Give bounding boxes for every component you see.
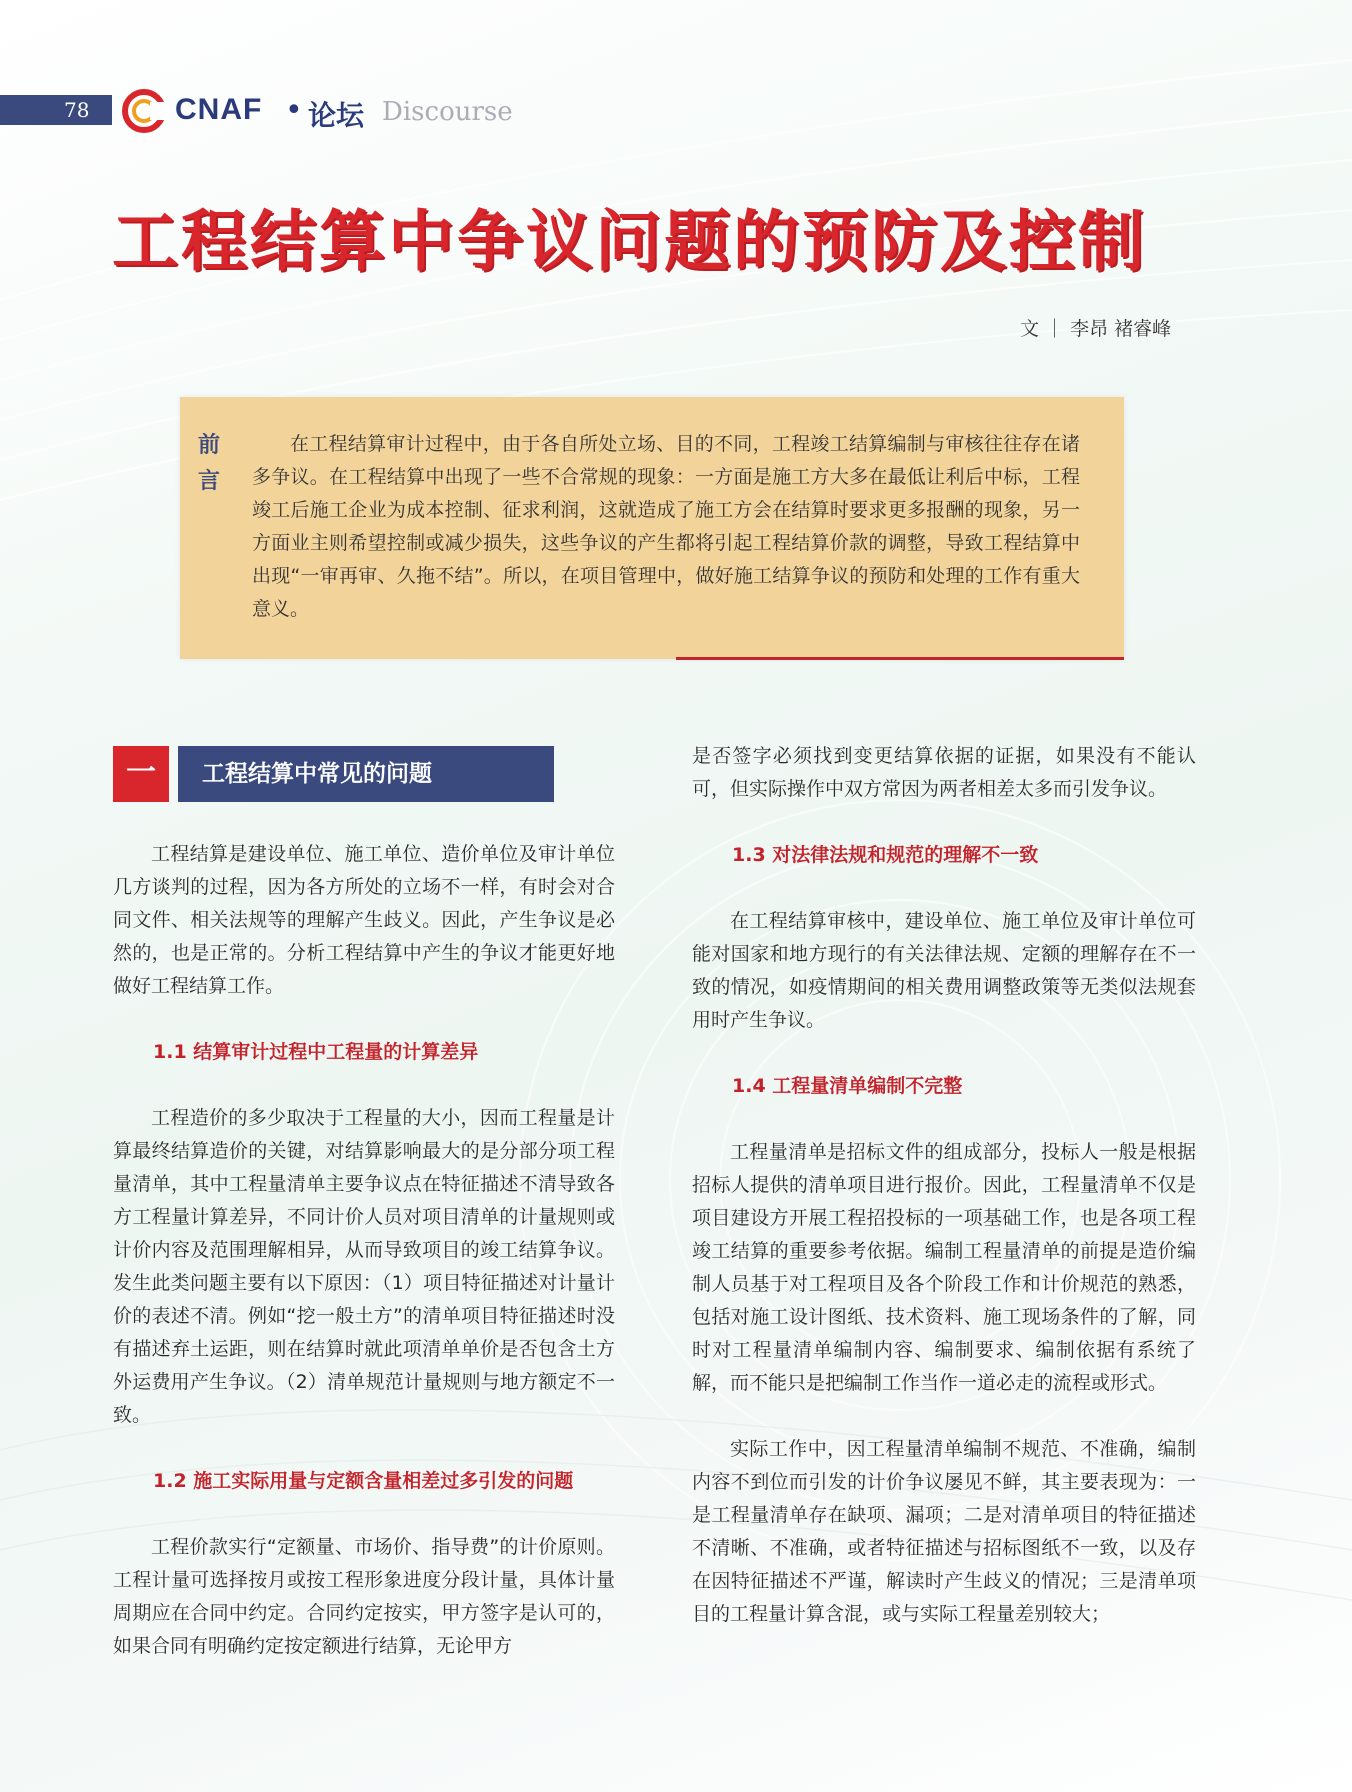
paragraph-1-3: 在工程结算审核中，建设单位、施工单位及审计单位可能对国家和地方现行的有关法律法规、定额的理解存在不一致的情况，如疫情期间的相关费用调整政策等无类似法规套用时产生争议。 <box>692 910 1196 1031</box>
section-heading: 工程结算中常见的问题 <box>178 746 554 802</box>
section-intro: 工程结算是建设单位、施工单位、造价单位及审计单位几方谈判的过程，因为各方所处的立场不一样，有时会对合同文件、相关法规等的理解产生歧义。因此，产生争议是必然的，也是正常的。分析工程结算中产生的争议才能更好地做好工程结算工作。 <box>113 843 615 997</box>
paragraph-1-2: 工程价款实行“定额量、市场价、指导费”的计价原则。工程计量可选择按月或按工程形象进度分段计量，具体计量周期应在合同中约定。合同约定按实，甲方签字是认可的，如果合同有明确约定按定额进行结算，无论甲方 <box>113 1536 615 1657</box>
right-column <box>692 740 1196 1631</box>
preface-label: 前言 <box>198 433 221 494</box>
cnaf-logo-icon <box>122 88 170 134</box>
paragraph-1-1: 工程造价的多少取决于工程量的大小，因而工程量是计算最终结算造价的关键，对结算影响最大的是分部分项工程量清单，其中工程量清单主要争议点在特征描述不清导致各方工程量计算差异，不同计价人员对项目清单的计量规则或计价内容及范围理解相异，从而导致项目的竣工结算争议。发生此类问题主要有以下原因：（1）项目特征描述对计量计价的表述不清。例如“挖一般土方”的清单项目特征描述时没有描述弃土运距，则在结算时就此项清单单价是否包含土方外运费用产生争议。（2）清单规范计量规则与地方额定不一致。 <box>113 1107 615 1426</box>
paragraph-1-2-continued: 是否签字必须找到变更结算依据的证据，如果没有不能认可，但实际操作中双方常因为两者相差太多而引发争议。 <box>692 745 1196 800</box>
section-number: 一 <box>113 746 169 802</box>
brand-name: CNAF <box>175 93 263 126</box>
subheading-1-1: 1.1 结算审计过程中工程量的计算差异 <box>153 1041 479 1063</box>
section-name-en: Discourse <box>382 97 513 127</box>
subheading-1-2: 1.2 施工实际用量与定额含量相差过多引发的问题 <box>153 1470 574 1492</box>
left-column <box>113 838 615 1663</box>
section-name-cn: 论坛 <box>308 99 365 132</box>
subheading-1-3: 1.3 对法律法规和规范的理解不一致 <box>732 844 1039 866</box>
paragraph-1-4-second: 实际工作中，因工程量清单编制不规范、不准确，编制内容不到位而引发的计价争议屡见不鲜，其主要表现为：一是工程量清单存在缺项、漏项；二是对清单项目的特征描述不清晰、不准确，或者特征描述与招标图纸不一致，以及存在因特征描述不严谨，解读时产生歧义的情况；三是清单项目的工程量计算含混，或与实际工程量差别较大； <box>692 1438 1196 1625</box>
preface-accent-line <box>676 657 1124 660</box>
subheading-1-4: 1.4 工程量清单编制不完整 <box>732 1075 963 1097</box>
brand-separator: • <box>285 93 303 128</box>
article-byline: 文 ｜ 李昂 褚睿峰 <box>1020 318 1172 340</box>
preface-text: 在工程结算审计过程中，由于各自所处立场、目的不同，工程竣工结算编制与审核往往存在诸多争议。在工程结算中出现了一些不合常规的现象：一方面是施工方大多在最低让利后中标，工程竣工后施工企业为成本控制、征求利润，这就造成了施工方会在结算时要求更多报酬的现象，另一方面业主则希望控制或减少损失，这些争议的产生都将引起工程结算价款的调整，导致工程结算中出现“一审再审、久拖不结”。所以，在项目管理中，做好施工结算争议的预防和处理的工作有重大意义。 <box>252 433 1080 620</box>
page-number: 78 <box>64 98 90 122</box>
paragraph-1-4: 工程量清单是招标文件的组成部分，投标人一般是根据招标人提供的清单项目进行报价。因此，工程量清单不仅是项目建设方开展工程招投标的一项基础工作，也是各项工程竣工结算的重要参考依据。编制工程量清单的前提是造价编制人员基于对工程项目及各个阶段工作和计价规范的熟悉，包括对施工设计图纸、技术资料、施工现场条件的了解，同时对工程量清单编制内容、编制要求、编制依据有系统了解，而不能只是把编制工作当作一道必走的流程或形式。 <box>692 1141 1196 1394</box>
article-title: 工程结算中争议问题的预防及控制 <box>112 203 1147 280</box>
